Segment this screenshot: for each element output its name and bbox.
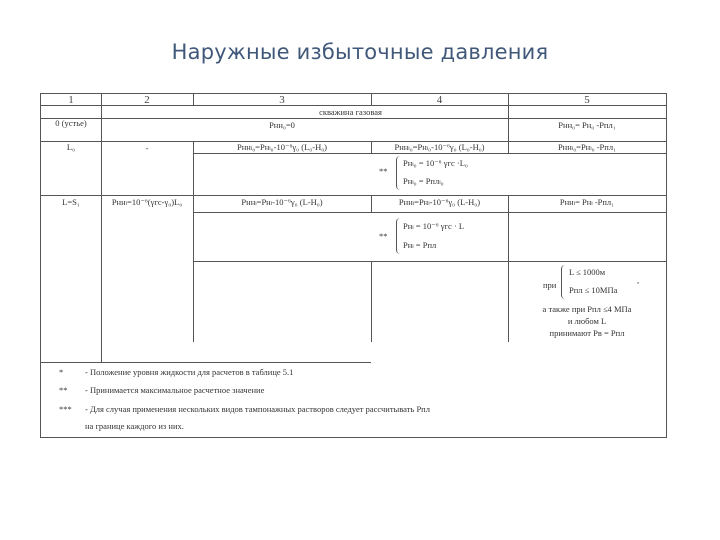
row-line <box>193 212 666 213</box>
row2-depth: L=S₁ <box>62 197 80 207</box>
row3-note2: и любом L <box>567 316 607 326</box>
row1-depth: L₀ <box>66 142 76 152</box>
row3-note3: принимают Рв = Рпл <box>549 328 625 338</box>
row1-formula-col5: Рннₗ₀=Рнₗ₀ -Рпл₁ <box>557 142 617 152</box>
row2-formula-col4: Рннₗ=Рнₗ-10⁻⁶γ₀ (L-H₀) <box>398 197 481 207</box>
footnote-2: ** - Принимается максимальное расчетное значение <box>59 385 265 395</box>
row1-formula-col4: Рннₗ₀=Рнₗ₀-10⁻⁶γ₀ (L₀-H₀) <box>394 142 485 152</box>
brace-icon <box>396 156 402 190</box>
row3-pri: при <box>543 280 557 290</box>
row2-formula-col3: Рннₗ=Рнₗ-10⁻⁶γ₀ (L-H₀) <box>241 197 323 207</box>
col-line <box>101 195 102 362</box>
row2b-line2: Рнₗ = Рпл <box>403 240 437 250</box>
section-label: скважина газовая <box>319 107 382 117</box>
footnote-1: * - Положение уровня жидкости для расчетов в таблице 5.1 <box>59 367 294 377</box>
footnote-3-continuation: на границе каждого из них. <box>85 421 184 431</box>
row0-depth: 0 (устье) <box>55 118 87 128</box>
row3-comma: , <box>637 275 640 285</box>
row1-col2: - <box>145 143 149 153</box>
header-col-3: 3 <box>279 94 285 106</box>
header-col-1: 1 <box>68 94 74 106</box>
row-line <box>41 118 666 119</box>
row3-line2: Рпл ≤ 10МПа <box>569 285 618 295</box>
slide-title: Наружные избыточные давления <box>171 40 549 64</box>
row3-note1: а также при Рпл ≤4 МПа <box>542 304 632 314</box>
row2-formula-col2: Рннₗ=10⁻⁶(γгс-γ₀)L₀ <box>111 197 183 207</box>
row0-formula-col5: Рнн₀= Рн₀ -Рпл₁ <box>558 120 616 130</box>
row1b-marker: ** <box>379 166 388 176</box>
row-line <box>41 195 666 196</box>
row-line <box>41 362 371 363</box>
header-col-4: 4 <box>436 94 443 106</box>
row1b-line1: Рнₗ₀ = 10⁻⁶ γгс ·L₀ <box>403 158 468 168</box>
row1-formula-col3: Рннₗ₀=Рнₗ₀-10⁻⁶γ₀ (L₀-H₀) <box>236 142 328 152</box>
brace-icon <box>396 218 402 254</box>
header-col-5: 5 <box>584 94 590 106</box>
header-col-2: 2 <box>144 94 150 106</box>
row2b-marker: ** <box>379 231 388 241</box>
brace-icon <box>561 265 567 299</box>
row2-formula-col5: Рннₗ= Рнₗ -Рпл₁ <box>559 197 615 207</box>
col-line <box>371 261 372 342</box>
row2b-line1: Рнₗ = 10⁻⁶ γгс · L <box>403 221 465 231</box>
row-line <box>193 261 666 262</box>
col-line <box>193 141 194 342</box>
pressure-table <box>40 93 667 438</box>
row0-formula-col3: Рнн₀=0 <box>269 120 295 130</box>
footnote-3: *** - Для случая применения нескольких видов тампонажных растворов следует рассчитывать Рпл <box>59 404 430 414</box>
row-line <box>193 153 666 154</box>
row3-line1: L ≤ 1000м <box>569 267 606 277</box>
row1b-line2: Рнₗ₀ = Рплₗ₀ <box>403 176 444 186</box>
